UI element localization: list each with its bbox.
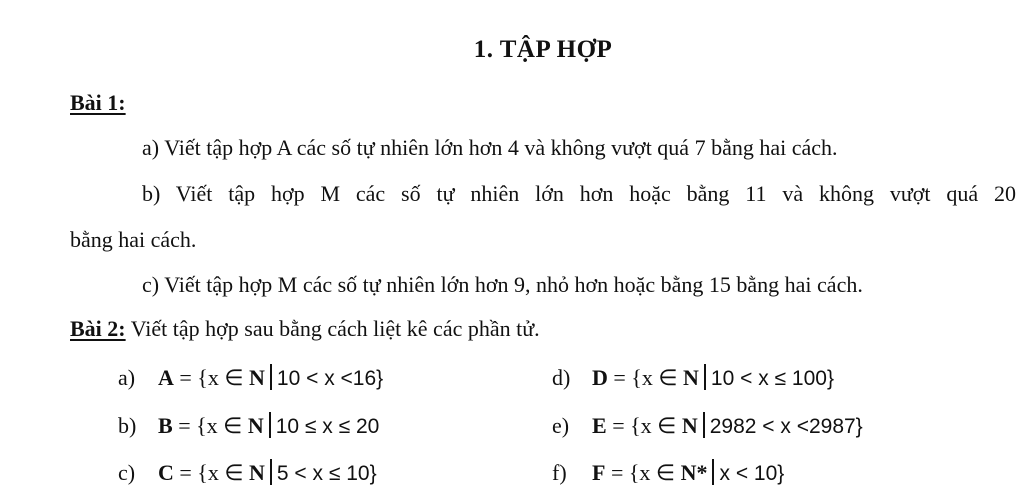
item-label: a) (118, 365, 136, 390)
such-that-bar (712, 459, 714, 485)
bai2-heading: Bài 2: (70, 316, 126, 341)
set-name: B (158, 413, 173, 438)
item-label: d) (552, 365, 571, 390)
bai1-item-c: c) Viết tập hợp M các số tự nhiên lớn hơn 9, nhỏ hơn hoặc bằng 15 bằng hai cách. (142, 272, 863, 297)
such-that-bar (270, 459, 272, 485)
set-condition: x < 10} (719, 462, 785, 485)
bai1-heading: Bài 1: (70, 90, 126, 115)
item-label: f) (552, 460, 567, 485)
page-title: 1. TẬP HỢP (473, 36, 613, 63)
set-domain: N (249, 365, 265, 390)
bai1-item-b-line2: bằng hai cách. (70, 227, 197, 252)
set-open: = {x ∈ (172, 413, 248, 438)
set-name: D (592, 365, 608, 390)
bai1-item-a: a) Viết tập hợp A các số tự nhiên lớn hơn 4 và không vượt quá 7 bằng hai cách. (142, 135, 838, 160)
set-open: = {x ∈ (607, 365, 684, 390)
set-domain: N* (680, 460, 708, 485)
item-label: c) (118, 460, 136, 485)
such-that-bar (270, 364, 272, 390)
set-name: F (592, 460, 606, 485)
bai2-item-a (118, 364, 383, 391)
such-that-bar (269, 412, 271, 438)
set-condition: 5 < x ≤ 10} (276, 462, 377, 485)
item-label: b) (118, 413, 137, 438)
set-domain: N (247, 413, 264, 438)
bai2-item-c (118, 459, 377, 486)
set-domain: N (683, 365, 699, 390)
bai2-item-e (552, 412, 863, 439)
set-condition: 10 ≤ x ≤ 20 (275, 415, 380, 438)
set-name: A (158, 365, 174, 390)
set-open: = {x ∈ (605, 460, 681, 485)
bai2-item-f (552, 459, 784, 486)
such-that-bar (703, 412, 705, 438)
bai2-item-b (118, 412, 379, 439)
set-name: C (158, 460, 174, 485)
set-open: = {x ∈ (173, 365, 250, 390)
item-label: e) (552, 413, 570, 438)
set-domain: N (249, 460, 265, 485)
bai2-item-d (552, 364, 834, 391)
set-open: = {x ∈ (606, 413, 682, 438)
bai2-line (70, 316, 540, 342)
set-condition: 2982 < x <2987} (709, 415, 863, 438)
set-name: E (592, 413, 607, 438)
bai2-intro: Viết tập hợp sau bằng cách liệt kê các phần tử. (130, 316, 540, 341)
set-open: = {x ∈ (173, 460, 250, 485)
bai1-item-b-line1: b) Viết tập hợp M các số tự nhiên lớn hơn hoặc bằng 11 và không vượt quá 20 (142, 181, 1016, 206)
set-condition: 10 < x <16} (276, 367, 384, 390)
such-that-bar (704, 364, 706, 390)
set-condition: 10 < x ≤ 100} (710, 367, 834, 390)
set-domain: N (681, 413, 698, 438)
